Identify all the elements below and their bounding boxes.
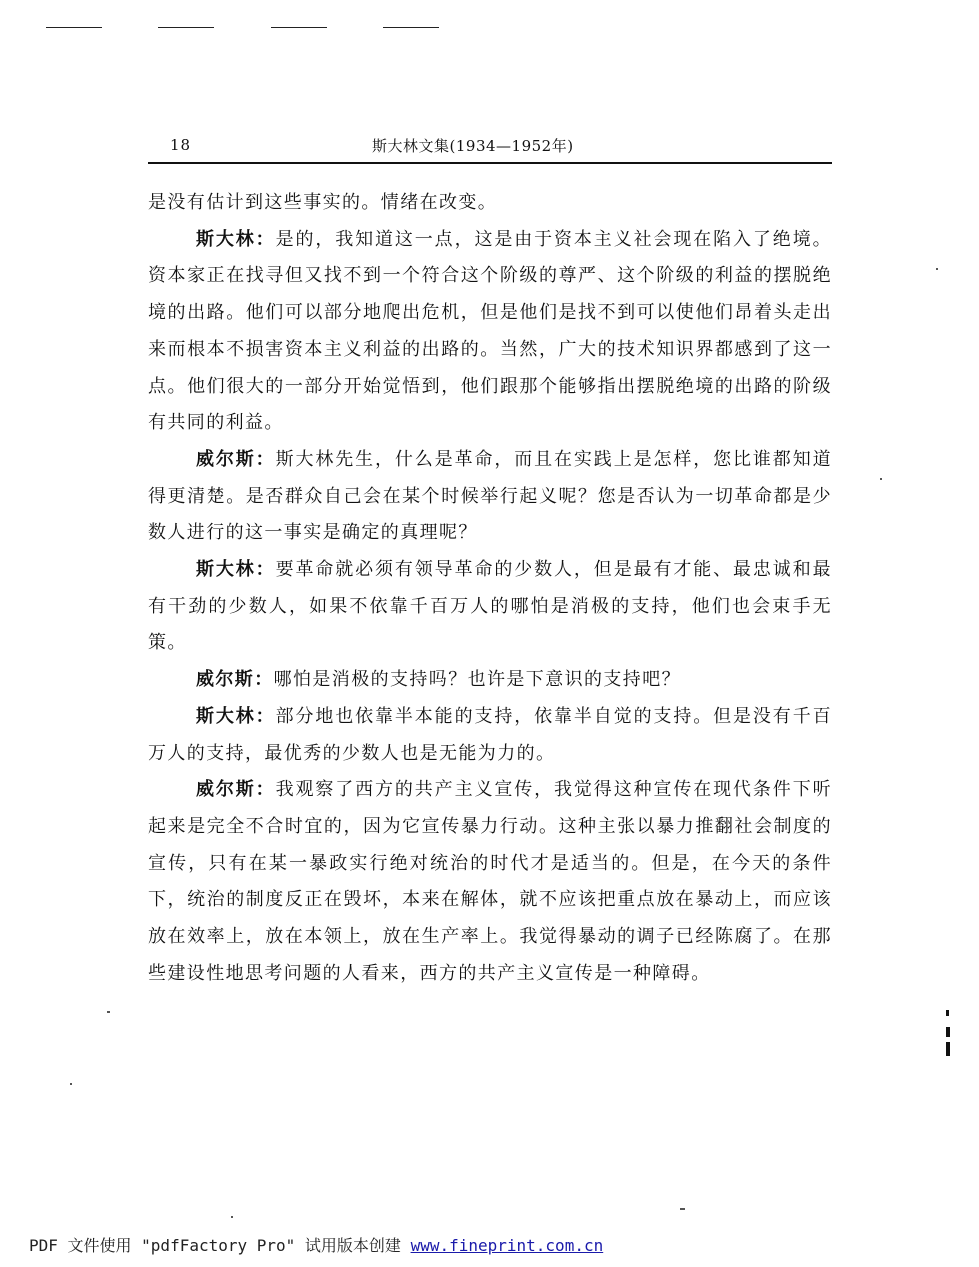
speaker-label: 威尔斯： [196,448,276,470]
scan-mark [158,27,214,28]
paragraph [148,662,832,699]
scan-speck [107,1011,110,1013]
paragraph [148,185,832,222]
running-title: 斯大林文集(1934—1952年) [372,137,574,155]
speaker-label: 威尔斯： [196,779,276,801]
scan-speck [680,1208,685,1210]
paragraph [148,772,832,992]
paragraph-text: 哪怕是消极的支持吗？也许是下意识的支持吧？ [273,669,682,691]
speaker-label: 斯大林： [196,228,276,250]
body-text [148,185,832,992]
paragraph-text: 我观察了西方的共产主义宣传，我觉得这种宣传在现代条件下听起来是完全不合时宜的，因为它宣传暴力行动。这种主张以暴力推翻社会制度的宣传，只有在某一暴政实行绝对统治的时代才是适当的。但是，在今天的条件下，统治的制度反正在毁坏，本来在解体，就不应该把重点放在暴动上，而应该放在效率上，放在本领上，放在生产率上。我觉得暴动的调子已经陈腐了。在那些建设性地思考问题的人看来，西方的共产主义宣传是一种障碍。 [148,779,832,984]
paragraph-text: 是的，我知道这一点，这是由于资本主义社会现在陷入了绝境。资本家正在找寻但又找不到一个符合这个阶级的尊严、这个阶级的利益的摆脱绝境的出路。他们可以部分地爬出危机，但是他们是找不到可以使他们昂着头走出来而根本不损害资本主义利益的出路的。当然，广大的技术知识界都感到了这一点。他们很大的一部分开始觉悟到，他们跟那个能够指出摆脱绝境的出路的阶级有共同的利益。 [148,228,832,434]
speaker-label: 斯大林： [196,705,276,727]
paragraph [148,552,832,662]
paragraph-text: 要革命就必须有领导革命的少数人，但是最有才能、最忠诚和最有干劲的少数人，如果不依靠千百万人的哪怕是消极的支持，他们也会束手无策。 [148,559,832,654]
speaker-label: 威尔斯： [196,669,274,691]
page-number: 18 [170,136,192,154]
scan-edge-mark [946,1042,950,1056]
scan-speck [70,1083,72,1085]
paragraph-text: 斯大林先生，什么是革命，而且在实践上是怎样，您比谁都知道得更清楚。是否群众自己会在某个时候举行起义呢？您是否认为一切革命都是少数人进行的这一事实是确定的真理呢？ [148,448,832,544]
scan-speck [880,478,882,480]
paragraph-text: 部分地也依靠半本能的支持，依靠半自觉的支持。但是没有千百万人的支持，最优秀的少数人也是无能为力的。 [148,705,832,764]
scan-speck [936,268,938,270]
scan-edge-mark [946,1027,950,1037]
header-rule [148,162,832,164]
speaker-label: 斯大林： [196,559,276,581]
footer-text: PDF 文件使用 "pdfFactory Pro" 试用版本创建 [29,1236,411,1255]
scan-mark [46,27,102,28]
scan-mark [383,27,439,28]
scan-edge-mark [946,1010,949,1016]
fineprint-link[interactable]: www.fineprint.com.cn [410,1236,604,1255]
paragraph [148,699,832,772]
scan-mark [271,27,327,28]
paragraph [148,222,832,442]
paragraph [148,442,832,552]
running-header [148,134,832,158]
pdf-creator-footer [29,1233,603,1256]
scan-speck [231,1216,233,1218]
paragraph-text: 是没有估计到这些事实的。情绪在改变。 [148,192,498,213]
